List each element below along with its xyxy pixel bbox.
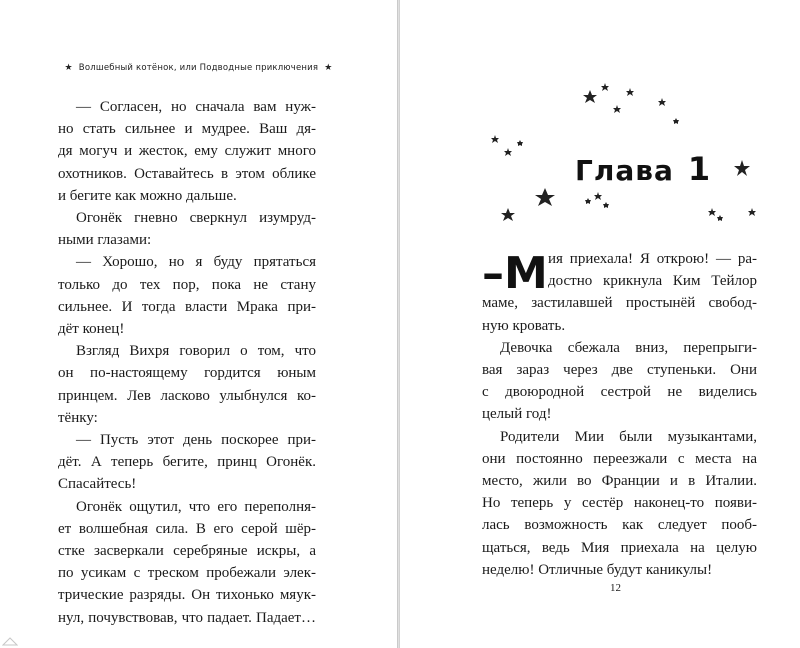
text-line: он по-настоящему гордится юным (58, 365, 316, 382)
text-line: Родители Мии были музыкантами, (500, 428, 757, 445)
running-head (0, 63, 397, 73)
text-line: ную кровать. (482, 317, 566, 334)
star-icon (501, 208, 515, 221)
star-icon (535, 188, 555, 206)
star-icon (585, 198, 591, 204)
text-line: маме, застилавшей простынёй свобод- (482, 295, 757, 312)
text-line: и бегите как можно дальше. (58, 187, 237, 204)
text-line: дёт конец! (58, 321, 125, 338)
star-icon (601, 83, 609, 91)
drop-cap: –М (482, 248, 548, 299)
star-icon (626, 88, 634, 96)
text-line: вая зараз через две ступеньки. Они (482, 362, 757, 379)
star-icon (583, 90, 597, 103)
text-line: нул, почувствовав, что падает. Падает… (58, 609, 316, 626)
text-line: Огонёк гневно сверкнул изумруд- (76, 210, 316, 227)
text-line: — Пусть этот день поскорее при- (76, 432, 316, 449)
left-page-text (58, 96, 316, 629)
text-line: Огонёк ощутил, что его переполня- (76, 498, 316, 515)
text-line: с двоюродной сестрой не виделись (482, 384, 757, 401)
star-icon (504, 148, 512, 156)
chapter-title (575, 150, 711, 188)
star-icon (603, 202, 609, 208)
text-line: по усикам с треском пробежали элек- (58, 565, 316, 582)
star-icon (517, 140, 523, 146)
star-icon (673, 118, 679, 124)
star-icon (717, 215, 723, 221)
text-line: место, жили во Франции и в Италии. (482, 473, 757, 490)
text-line: Взгляд Вихря говорил о том, что (76, 343, 316, 360)
text-line: достно крикнула Ким Тейлор (548, 273, 757, 290)
text-line: ет волшебная сила. В его серой шёр- (58, 520, 316, 537)
text-line: — Согласен, но сначала вам нуж- (76, 99, 316, 115)
text-line: ными глазами: (58, 232, 152, 249)
text-line: тёнку: (58, 409, 98, 426)
star-icon: ★ (64, 63, 73, 73)
text-line: лась возможность как следует пооб- (482, 517, 757, 534)
text-line: щаться, ведь Мия приехала на целую (482, 539, 757, 556)
text-line: Но теперь у сестёр наконец-то появи- (482, 495, 757, 512)
chapter-number: 1 (687, 150, 712, 188)
right-page-text (482, 248, 757, 581)
star-icon (658, 98, 666, 106)
text-line: неделю! Отличные будут каникулы! (482, 561, 713, 578)
text-line: но стать сильнее и мудрее. Ваш дя- (58, 121, 316, 138)
text-line: Спасайтесь! (58, 476, 137, 493)
star-icon (748, 208, 756, 216)
star-icon (734, 160, 750, 176)
text-line: дя могуч и жесток, ему служит много (58, 143, 316, 160)
star-icon: ★ (324, 63, 333, 73)
page-number: 12 (610, 582, 621, 594)
text-line: целый год! (482, 406, 552, 423)
text-line: сильнее. И тогда власти Мрака при- (58, 298, 316, 315)
text-line: — Хорошо, но я буду прятаться (76, 254, 316, 271)
text-line: Девочка сбежала вниз, перепрыги- (500, 339, 757, 356)
star-icon (491, 135, 499, 143)
text-line: они постоянно переезжали с места на (482, 450, 757, 467)
text-line: дёт. А теперь бегите, принц Огонёк. (58, 454, 316, 471)
text-line: принцем. Лев ласково улыбнулся ко- (58, 387, 316, 404)
star-icon (613, 105, 621, 113)
text-line: стке засверкали серебряные искры, а (58, 543, 316, 560)
text-line: ия приехала! Я открою! — ра- (548, 251, 757, 267)
star-icon (708, 208, 716, 216)
text-line: только до тех пор, пока не стану (58, 276, 316, 293)
running-head-text: Волшебный котёнок, или Подводные приключения (78, 63, 319, 73)
chapter-label: Глава (575, 154, 674, 187)
text-line: трические разряды. Он тихонько мяук- (58, 587, 316, 604)
page-curl-icon (2, 630, 18, 646)
star-icon (594, 192, 602, 200)
text-line: охотников. Оставайтесь в этом облике (58, 165, 316, 182)
